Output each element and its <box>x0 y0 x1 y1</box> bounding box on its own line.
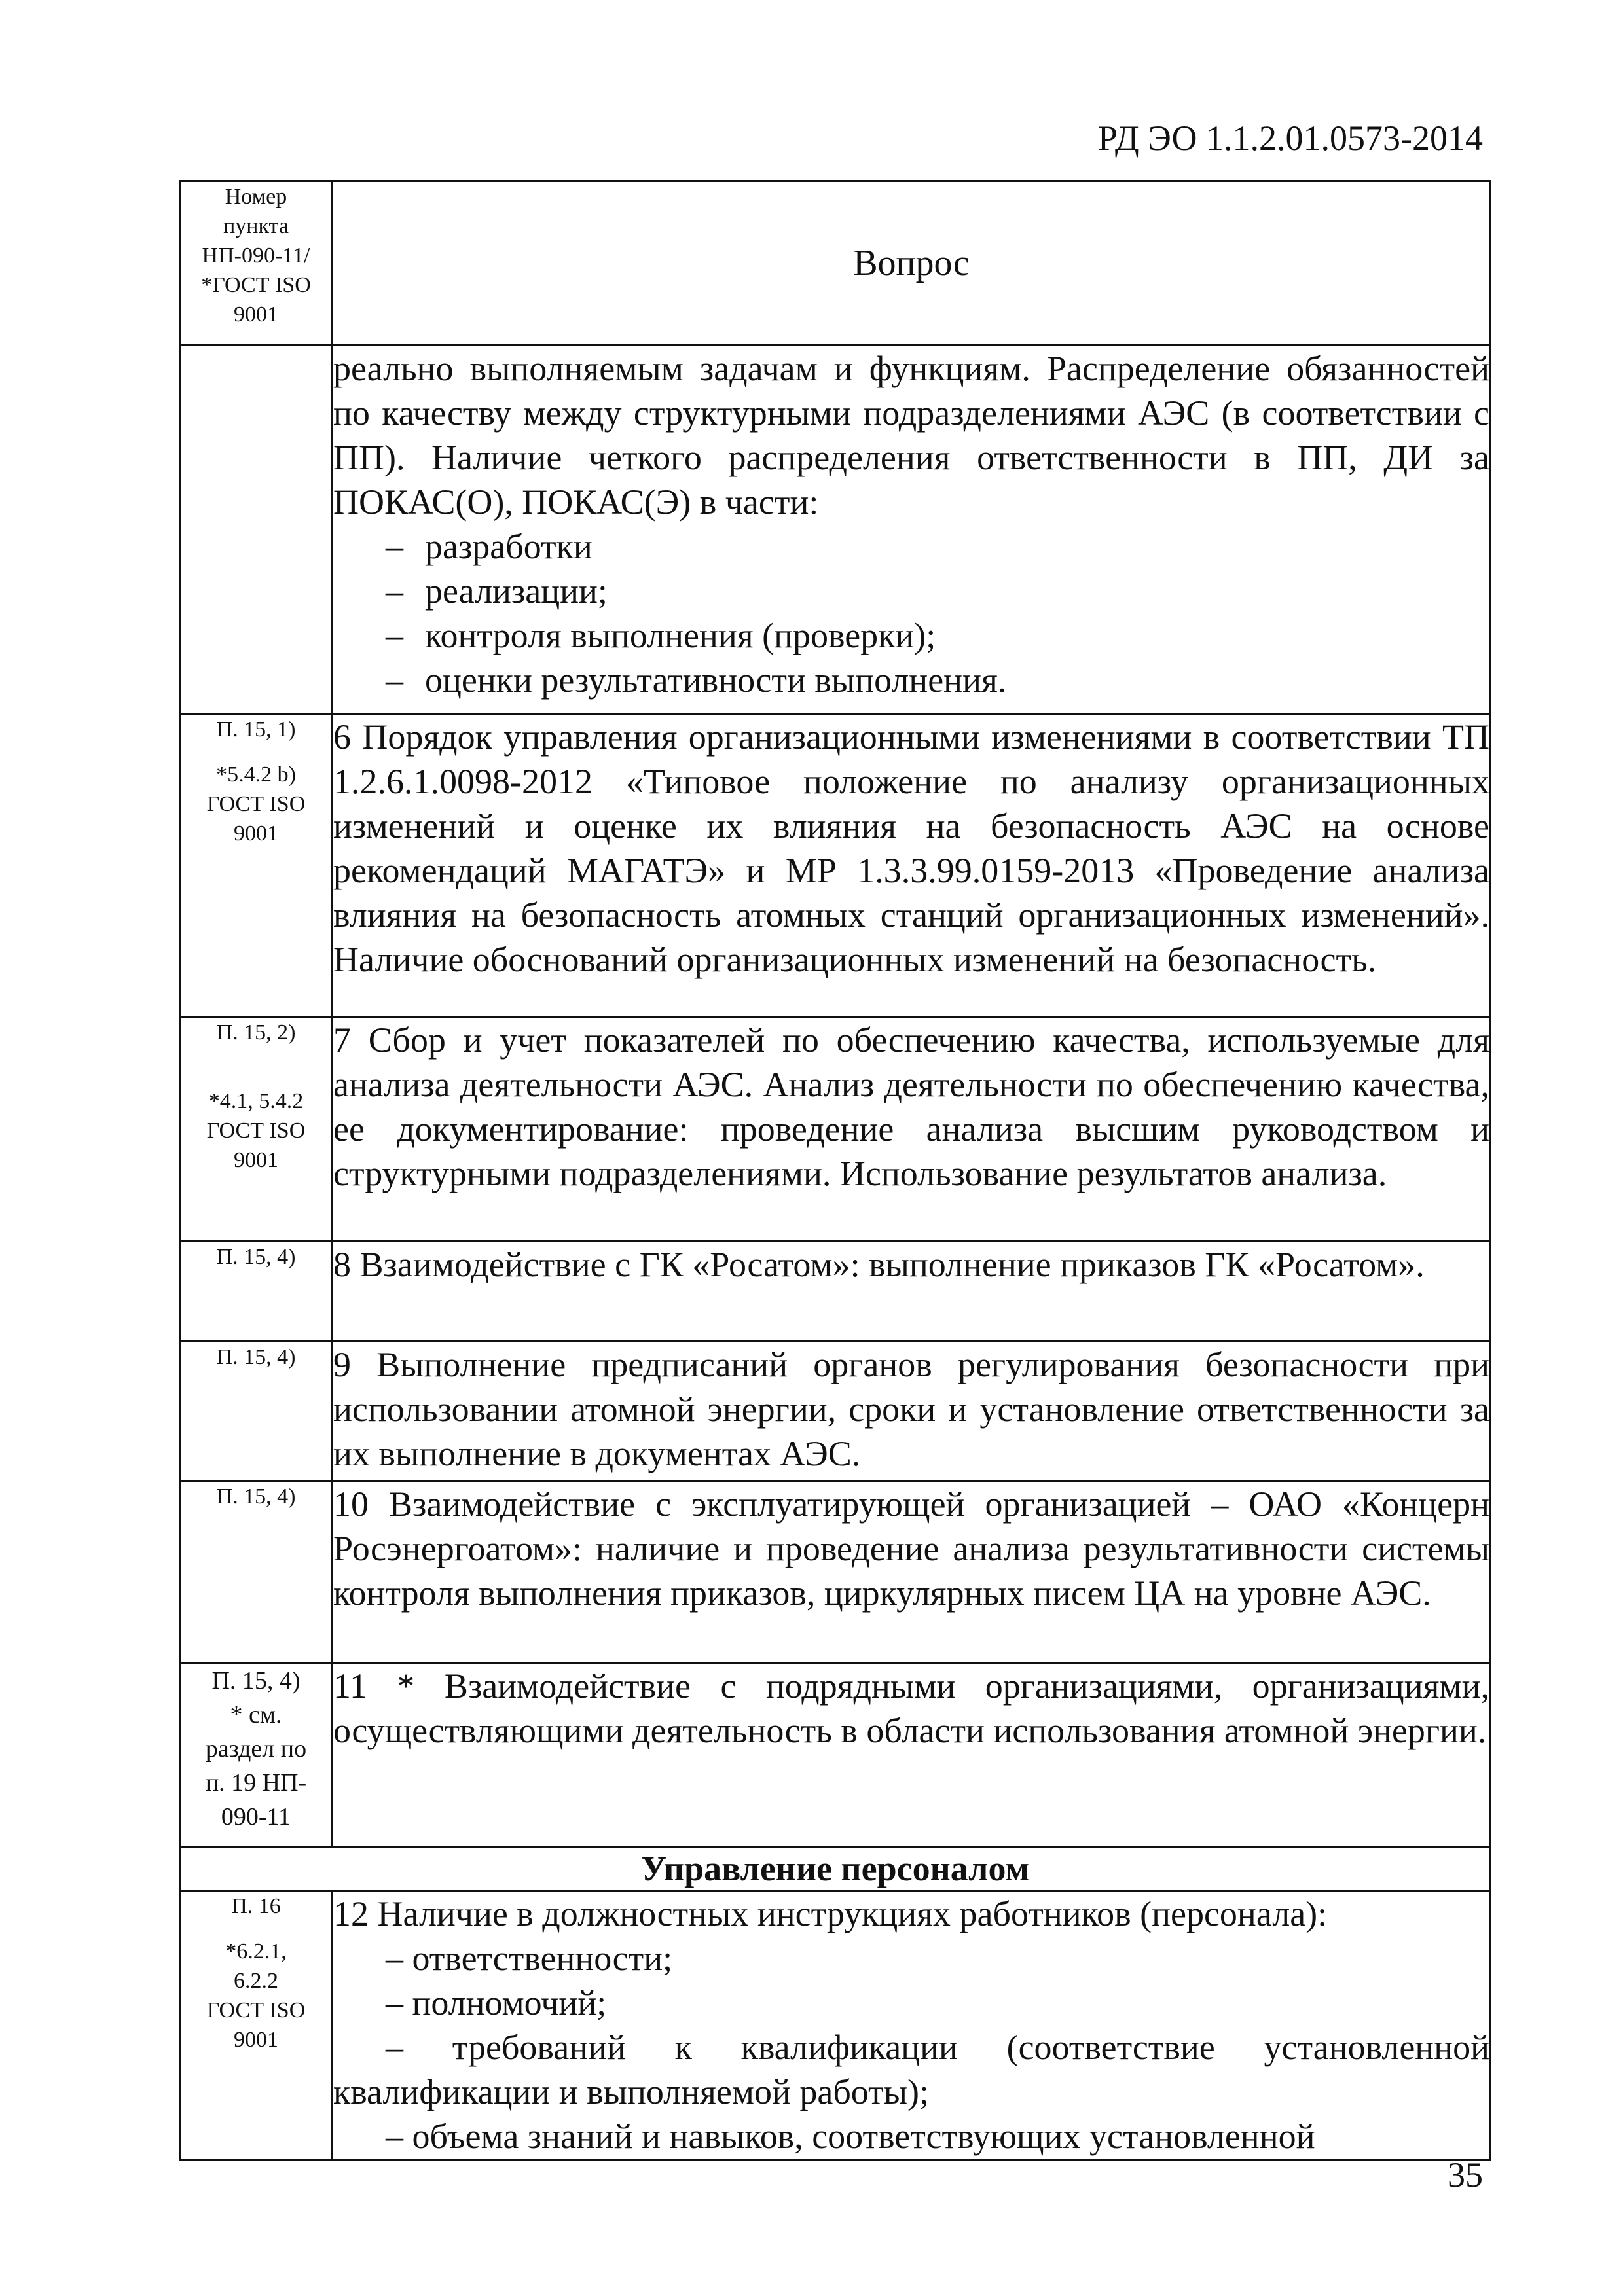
row-ref-cell: П. 15, 4) <box>180 1242 333 1342</box>
row-question-cell <box>333 1242 1491 1342</box>
question-text: 7 Сбор и учет показателей по обеспечению качества, используемые для анализа деятельности АЭС. Анализ деятельности по обеспечению качества, ее документирование: проведение анализа высшим руководством и структурными подразделениями. Использование результатов анализа. <box>333 1020 1489 1193</box>
list-item: – полномочий; <box>386 1983 607 2022</box>
header-left-line: пункта <box>223 214 289 238</box>
ref-line: 6.2.2 <box>234 1969 278 1993</box>
question-text: 10 Взаимодействие с эксплуатирующей организацией – ОАО «Концерн Росэнергоатом»: наличие и проведение анализа результативности системы контроля выполнения приказов, циркулярных писем ЦА на уровне АЭС. <box>333 1484 1489 1613</box>
question-text: 12 Наличие в должностных инструкциях работников (персонала): <box>333 1894 1328 1933</box>
list-item: – контроля выполнения (проверки); <box>386 616 936 655</box>
ref-line: раздел по <box>205 1735 307 1763</box>
header-item-number <box>180 181 333 346</box>
ref-line: П. 15, 4) <box>211 1667 301 1695</box>
header-left-line: *ГОСТ ISO <box>201 273 311 297</box>
list-item-text: оценки результативности выполнения. <box>425 660 1007 700</box>
table-header-row <box>180 181 1491 346</box>
list-item: – требований к квалификации (соответствие установленной квалификации и выполняемой работы); <box>333 2028 1489 2111</box>
list-item: – реализации; <box>386 571 608 611</box>
row-ref-cell <box>180 1017 333 1242</box>
row-question-cell <box>333 346 1491 714</box>
ref-line: П. 15, 2) <box>216 1020 296 1045</box>
table-row <box>180 1017 1491 1242</box>
row-question-cell <box>333 1017 1491 1242</box>
header-left-line: 9001 <box>234 302 278 327</box>
list-item: – ответственности; <box>386 1939 673 1978</box>
table-row <box>180 714 1491 1017</box>
question-text: реально выполняемым задачам и функциям. Распределение обязанностей по качеству между структурными подразделениями АЭС (в соответствии с ПП). Наличие четкого распределения ответственности в ПП, ДИ за ПОКАС(О), ПОКАС(Э) в части: <box>333 349 1489 522</box>
question-text: 6 Порядок управления организационными изменениями в соответствии ТП 1.2.6.1.0098-2012 «Типовое положение по анализу организационных изменений и оценке их влияния на безопасность АЭС на основе рекомендаций МАГАТЭ» и МР 1.3.3.99.0159-2013 «Проведение анализа влияния на безопасность атомных станций организационных изменений». Наличие обоснований организационных изменений на безопасность. <box>333 717 1489 979</box>
ref-line: п. 19 НП- <box>205 1769 307 1797</box>
questions-table <box>179 180 1491 2161</box>
list-item-text: требований к квалификации (соответствие установленной квалификации и выполняемой работы); <box>333 2028 1489 2111</box>
ref-line: ГОСТ ISO <box>206 1998 306 2022</box>
row-ref-cell <box>180 1891 333 2160</box>
section-row <box>180 1847 1491 1891</box>
table-row <box>180 1891 1491 2160</box>
question-text: 9 Выполнение предписаний органов регулирования безопасности при использовании атомной энергии, сроки и установление ответственности за их выполнение в документах АЭС. <box>333 1345 1489 1473</box>
ref-line: 9001 <box>234 1148 278 1172</box>
row-ref-cell <box>180 714 333 1017</box>
question-text: 11 * Взаимодействие с подрядными организациями, организациями, осуществляющими деятельность в области использования атомной энергии. <box>333 1666 1489 1750</box>
list-item: – объема знаний и навыков, соответствующих установленной <box>386 2117 1315 2156</box>
row-ref-cell <box>180 346 333 714</box>
row-ref-cell: П. 15, 4) <box>180 1481 333 1663</box>
question-text: 8 Взаимодействие с ГК «Росатом»: выполнение приказов ГК «Росатом». <box>333 1245 1425 1284</box>
ref-line: *5.4.2 b) <box>216 762 296 787</box>
ref-line: *4.1, 5.4.2 <box>208 1089 304 1113</box>
row-question-cell <box>333 714 1491 1017</box>
list-item-text: реализации; <box>425 571 608 611</box>
row-ref-cell: П. 15, 4) <box>180 1342 333 1481</box>
table-row <box>180 1481 1491 1663</box>
list-item: – разработки <box>386 527 593 566</box>
row-question-cell <box>333 1342 1491 1481</box>
ref-line: ГОСТ ISO <box>206 792 306 816</box>
row-question-cell <box>333 1663 1491 1847</box>
list-item-text: ответственности; <box>412 1939 673 1978</box>
ref-line: 9001 <box>234 2028 278 2052</box>
ref-line: 090-11 <box>221 1803 291 1831</box>
ref-line: *6.2.1, <box>225 1939 287 1964</box>
ref-line: * см. <box>230 1701 282 1729</box>
ref-line: 9001 <box>234 821 278 846</box>
table-row <box>180 1663 1491 1847</box>
document-code: РД ЭО 1.1.2.01.0573-2014 <box>1097 118 1483 158</box>
page-number: 35 <box>1448 2155 1483 2195</box>
table-row <box>180 1342 1491 1481</box>
table-row <box>180 1242 1491 1342</box>
header-question: Вопрос <box>333 181 1491 346</box>
row-question-cell <box>333 1891 1491 2160</box>
list-item-text: объема знаний и навыков, соответствующих установленной <box>412 2117 1315 2156</box>
list-item-text: контроля выполнения (проверки); <box>425 616 936 655</box>
header-left-line: НП-090-11/ <box>202 243 310 268</box>
ref-line: П. 15, 1) <box>216 717 296 742</box>
ref-line: ГОСТ ISO <box>206 1119 306 1143</box>
table-row <box>180 346 1491 714</box>
list-item-text: полномочий; <box>412 1983 607 2022</box>
row-question-cell <box>333 1481 1491 1663</box>
header-left-line: Номер <box>225 185 287 209</box>
ref-line: П. 16 <box>231 1894 281 1918</box>
row-ref-cell <box>180 1663 333 1847</box>
list-item-text: разработки <box>425 527 593 566</box>
section-heading: Управление персоналом <box>180 1847 1491 1891</box>
list-item: – оценки результативности выполнения. <box>386 660 1007 700</box>
